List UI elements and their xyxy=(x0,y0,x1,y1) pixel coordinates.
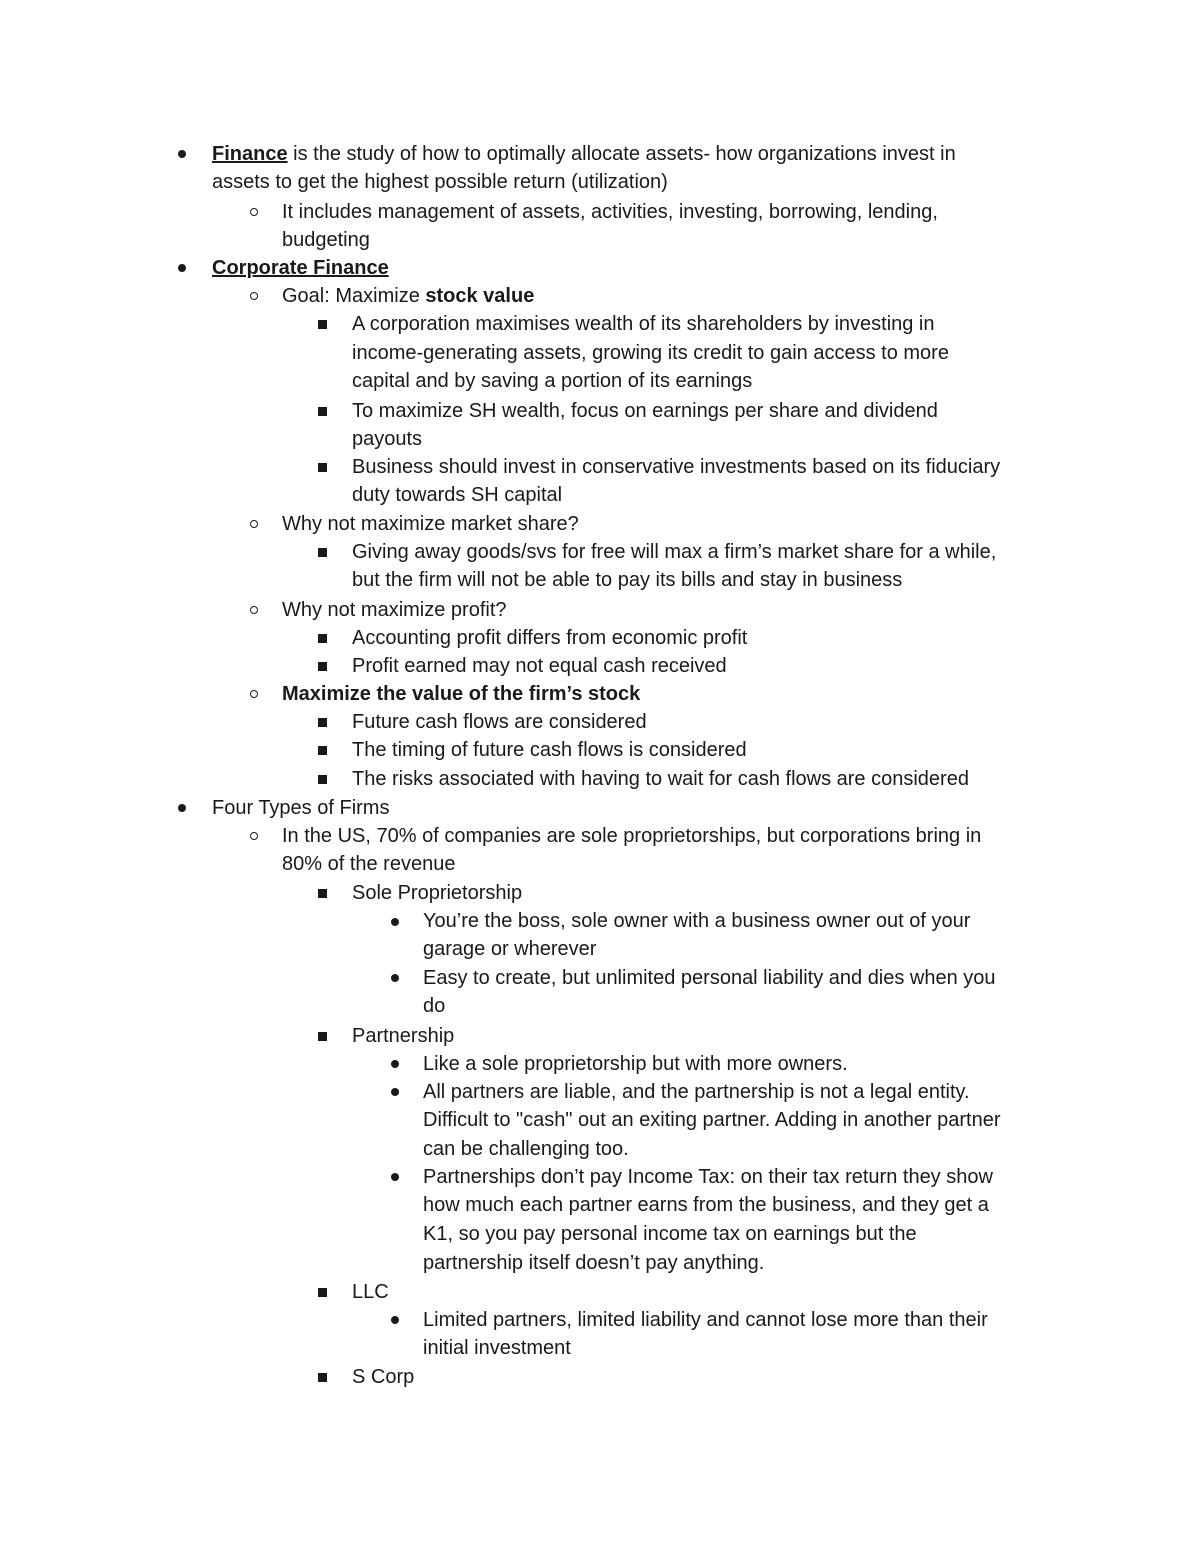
why-share-b1-line-2: but the firm will not be able to pay its bills and stay in business xyxy=(352,569,903,591)
goal-prefix: Goal: Maximize xyxy=(282,285,426,307)
term-finance: Finance xyxy=(212,143,288,165)
goal-bold: stock value xyxy=(425,285,535,307)
why-profit-line: Why not maximize profit? xyxy=(282,599,507,621)
bullet-filled-icon xyxy=(178,150,186,158)
sole-b2-line-1: Easy to create, but unlimited personal liability and dies when you xyxy=(423,967,996,989)
heading-corporate-finance: Corporate Finance xyxy=(212,257,389,279)
goal-b2-line-2: payouts xyxy=(352,428,423,450)
bullet-square-icon xyxy=(318,634,327,643)
us-stat-line-2: 80% of the revenue xyxy=(282,853,456,875)
bullet-filled-icon xyxy=(391,1060,399,1068)
bullet-filled-icon xyxy=(391,1088,399,1096)
goal-b3-line-2: duty towards SH capital xyxy=(352,484,563,506)
bullet-square-icon xyxy=(318,548,327,557)
bullet-filled-icon xyxy=(178,804,186,812)
four-types-line: Four Types of Firms xyxy=(212,797,390,819)
part-b3-line-4: partnership itself doesn’t pay anything. xyxy=(423,1252,765,1274)
bullet-square-icon xyxy=(318,718,327,727)
finance-line-2: assets to get the highest possible return (utilization) xyxy=(212,171,668,193)
bullet-square-icon xyxy=(318,775,327,784)
why-share-line: Why not maximize market share? xyxy=(282,513,579,535)
bullet-square-icon xyxy=(318,889,327,898)
sole-b1-line-1: You’re the boss, sole owner with a business owner out of your xyxy=(423,910,971,932)
goal-b1-line-1: A corporation maximises wealth of its shareholders by investing in xyxy=(352,313,935,335)
bullet-square-icon xyxy=(318,1373,327,1382)
max-value-b3-line: The risks associated with having to wait for cash flows are considered xyxy=(352,768,969,790)
max-value-line: Maximize the value of the firm’s stock xyxy=(282,683,641,705)
goal-b3-line-1: Business should invest in conservative investments based on its fiduciary xyxy=(352,456,1001,478)
why-profit-b2-line: Profit earned may not equal cash received xyxy=(352,655,727,677)
partnership-line: Partnership xyxy=(352,1025,455,1047)
sole-prop-line: Sole Proprietorship xyxy=(352,882,523,904)
sole-b2-line-2: do xyxy=(423,995,446,1017)
finance-sub-line-1: It includes management of assets, activities, investing, borrowing, lending, xyxy=(282,201,938,223)
part-b2-line-1: All partners are liable, and the partnership is not a legal entity. xyxy=(423,1081,970,1103)
goal-b2-line-1: To maximize SH wealth, focus on earnings per share and dividend xyxy=(352,400,938,422)
goal-b1-line-2: income-generating assets, growing its credit to gain access to more xyxy=(352,342,949,364)
why-profit-b1-line: Accounting profit differs from economic profit xyxy=(352,627,748,649)
bullet-square-icon xyxy=(318,463,327,472)
bullet-hollow-icon xyxy=(250,690,258,698)
bullet-filled-icon xyxy=(178,264,186,272)
part-b3-line-2: how much each partner earns from the business, and they get a xyxy=(423,1194,989,1216)
bullet-square-icon xyxy=(318,662,327,671)
max-value-b2-line: The timing of future cash flows is considered xyxy=(352,739,747,761)
part-b1-line: Like a sole proprietorship but with more owners. xyxy=(423,1053,848,1075)
finance-sub-line-2: budgeting xyxy=(282,229,370,251)
bullet-square-icon xyxy=(318,407,327,416)
bullet-filled-icon xyxy=(391,974,399,982)
bullet-square-icon xyxy=(318,746,327,755)
bullet-square-icon xyxy=(318,320,327,329)
us-stat-line-1: In the US, 70% of companies are sole proprietorships, but corporations bring in xyxy=(282,825,982,847)
part-b3-line-1: Partnerships don’t pay Income Tax: on their tax return they show xyxy=(423,1166,993,1188)
bullet-square-icon xyxy=(318,1288,327,1297)
part-b2-line-2: Difficult to "cash" out an exiting partner. Adding in another partner xyxy=(423,1109,1001,1131)
bullet-square-icon xyxy=(318,1032,327,1041)
why-share-b1-line-1: Giving away goods/svs for free will max a firm’s market share for a while, xyxy=(352,541,997,563)
part-b3-line-3: K1, so you pay personal income tax on earnings but the xyxy=(423,1223,917,1245)
llc-line: LLC xyxy=(352,1281,389,1303)
finance-line-1 xyxy=(212,140,956,168)
llc-b1-line-2: initial investment xyxy=(423,1337,571,1359)
finance-def-text: is the study of how to optimally allocate assets- how organizations invest in xyxy=(287,143,956,165)
bullet-hollow-icon xyxy=(250,520,258,528)
sole-b1-line-2: garage or wherever xyxy=(423,938,597,960)
llc-b1-line-1: Limited partners, limited liability and cannot lose more than their xyxy=(423,1309,988,1331)
bullet-hollow-icon xyxy=(250,832,258,840)
bullet-hollow-icon xyxy=(250,606,258,614)
goal-line xyxy=(282,282,534,310)
part-b2-line-3: can be challenging too. xyxy=(423,1138,629,1160)
max-value-b1-line: Future cash flows are considered xyxy=(352,711,647,733)
goal-b1-line-3: capital and by saving a portion of its earnings xyxy=(352,370,753,392)
bullet-filled-icon xyxy=(391,1316,399,1324)
s-corp-line: S Corp xyxy=(352,1366,415,1388)
bullet-filled-icon xyxy=(391,1173,399,1181)
bullet-hollow-icon xyxy=(250,208,258,216)
bullet-filled-icon xyxy=(391,918,399,926)
bullet-hollow-icon xyxy=(250,292,258,300)
